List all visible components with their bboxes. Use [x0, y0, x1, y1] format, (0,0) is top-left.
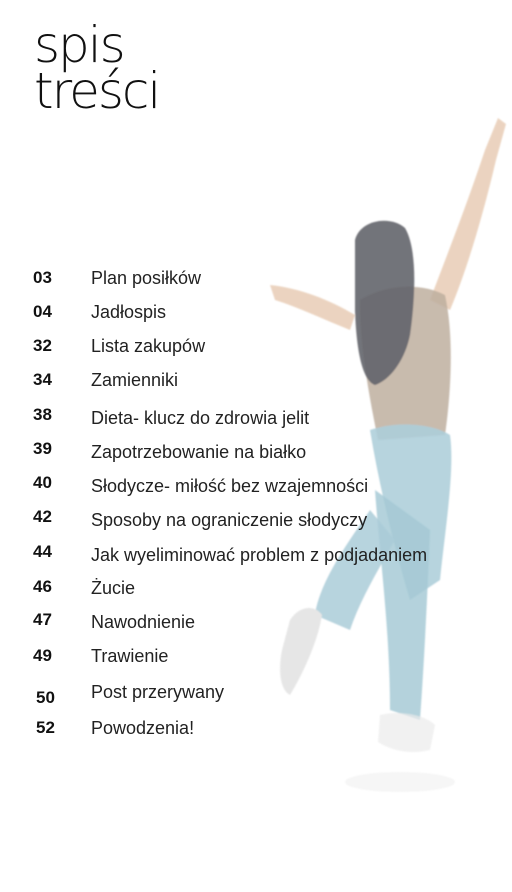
toc-entry-title: Sposoby na ograniczenie słodyczy	[91, 510, 368, 530]
toc-row[interactable]	[0, 682, 512, 706]
toc-row[interactable]	[0, 370, 512, 394]
toc-page-number: 52	[36, 718, 55, 737]
toc-page-number: 46	[33, 577, 52, 596]
toc-entry-title: Post przerywany	[91, 682, 225, 702]
toc-row[interactable]	[0, 302, 512, 326]
toc-page-number: 34	[33, 370, 52, 389]
toc-entry-title: Jak wyeliminować problem z podjadaniem	[91, 545, 428, 565]
toc-row[interactable]	[0, 718, 512, 742]
toc-page-number: 47	[33, 610, 52, 629]
table-of-contents	[0, 92, 512, 892]
toc-page-number: 04	[33, 302, 52, 321]
toc-page-number: 38	[33, 405, 52, 424]
toc-page-number: 44	[33, 542, 52, 561]
toc-entry-title: Plan posiłków	[91, 268, 202, 288]
toc-row[interactable]	[0, 473, 512, 497]
toc-row[interactable]	[0, 610, 512, 634]
toc-entry-title: Dieta- klucz do zdrowia jelit	[91, 408, 310, 428]
toc-page-number: 40	[33, 473, 52, 492]
toc-row[interactable]	[0, 577, 512, 601]
toc-row[interactable]	[0, 439, 512, 463]
toc-entry-title: Jadłospis	[91, 302, 167, 322]
toc-entry-title: Nawodnienie	[91, 612, 196, 632]
toc-entry-title: Zapotrzebowanie na białko	[91, 442, 307, 462]
toc-page-number: 03	[33, 268, 52, 287]
toc-page-number: 49	[33, 646, 52, 665]
toc-row[interactable]	[0, 646, 512, 670]
toc-entry-title: Zamienniki	[91, 370, 179, 390]
toc-entry-title: Powodzenia!	[91, 718, 195, 738]
page-number	[0, 863, 471, 884]
toc-entry-title: Lista zakupów	[91, 336, 206, 356]
toc-row[interactable]	[0, 542, 512, 566]
toc-entry-title: Trawienie	[91, 646, 169, 666]
toc-page-number: 42	[33, 507, 52, 526]
toc-page-number: 32	[33, 336, 52, 355]
toc-entry-title: Słodycze- miłość bez wzajemności	[91, 476, 369, 496]
toc-row[interactable]	[0, 336, 512, 360]
toc-row[interactable]	[0, 405, 512, 429]
toc-page-number: 50	[36, 688, 55, 707]
title-line-2: treści	[34, 62, 160, 120]
toc-entry-title: Żucie	[91, 578, 136, 598]
toc-row[interactable]	[0, 268, 512, 292]
toc-page-number: 39	[33, 439, 52, 458]
title-line-1: spis	[34, 16, 124, 74]
toc-row[interactable]	[0, 507, 512, 531]
